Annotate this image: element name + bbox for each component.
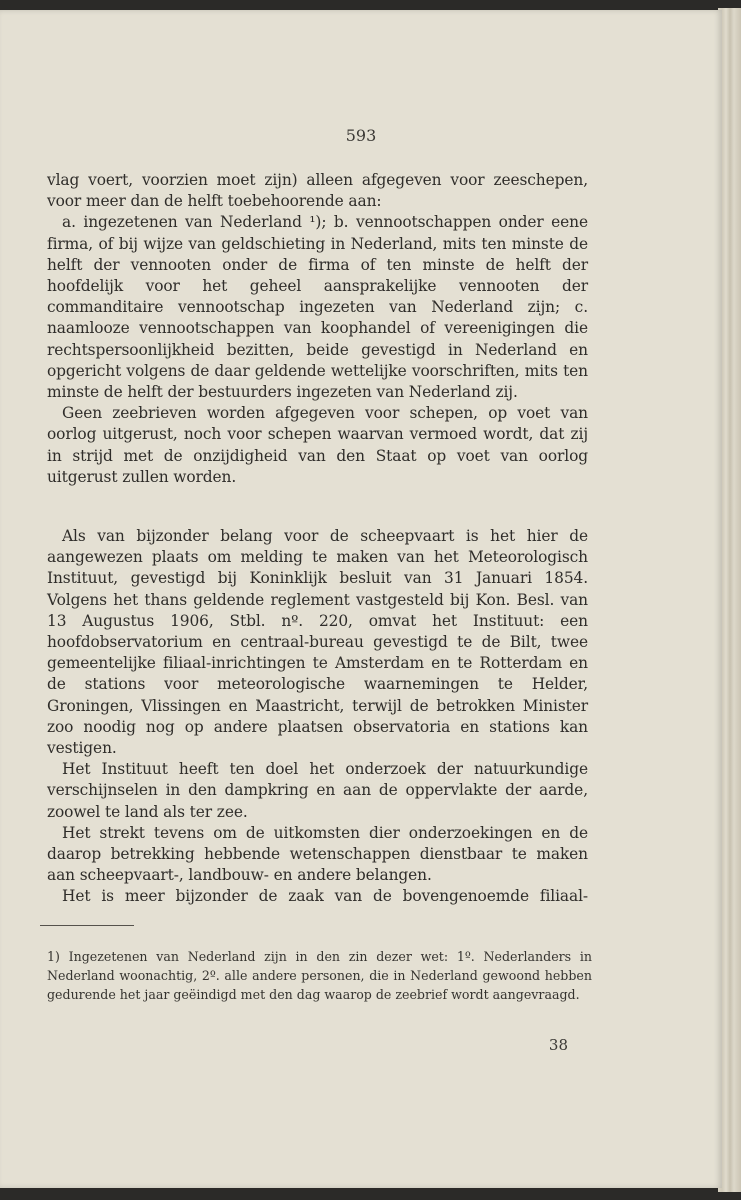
signature-mark: 38	[548, 1036, 568, 1054]
book-page	[0, 10, 722, 1188]
footnote-divider	[40, 925, 134, 926]
footnote	[47, 947, 592, 1005]
page-number: 593	[345, 126, 377, 145]
paragraph: vlag voert, voorzien moet zijn) alleen afgegeven voor zeeschepen, voor meer dan de helft toebehoorende aan:	[47, 171, 588, 211]
paragraph: Het Instituut heeft ten doel het onderzoek der natuurkundige verschijnselen in den dampkring en aan de oppervlakte der aarde, zoowel te land als ter zee.	[47, 760, 588, 821]
paragraph: Het is meer bijzonder de zaak van de bovengenoemde filiaal-	[62, 887, 588, 906]
paragraph: a. ingezetenen van Nederland ¹); b. vennootschappen onder eene firma, of bij wijze van geldschieting in Nederland, mits ten minste de helft der vennooten onder de firma of ten minste de helft der hoofdelijk voor het geheel aansprakelijke vennooten der commanditaire vennootschap ingezeten van Nederland zijn; c. naamlooze vennootschappen van koophandel of vereenigingen die rechtspersoonlijkheid bezitten, beide gevestigd in Nederland en opgericht volgens de daar geldende wettelijke voorschriften, mits ten minste de helft der bestuurders ingezeten van Nederland zij.	[47, 213, 588, 402]
paragraph: Geen zeebrieven worden afgegeven voor schepen, op voet van oorlog uitgerust, noch voor schepen waarvan vermoed wordt, dat zij in strijd met de onzijdigheid van den Staat op voet van oorlog uitgerust zullen worden.	[47, 404, 588, 486]
paragraph: Als van bijzonder belang voor de scheepvaart is het hier de aangewezen plaats om melding te maken van het Meteorologisch Instituut, gevestigd bij Koninklijk besluit van 31 Januari 1854. Volgens het thans geldende reglement vastgesteld bij Kon. Besl. van 13 Augustus 1906, Stbl. nº. 220, omvat het Instituut: een hoofdobservatorium en centraal-bureau gevestigd te de Bilt, twee gemeentelijke filiaal-inrichtingen te Amsterdam en te Rotterdam en de stations voor meteorologische waarnemingen te Helder, Groningen, Vlissingen en Maastricht, terwijl de betrokken Minister zoo noodig nog op andere plaatsen observatoria en stations kan vestigen.	[47, 527, 588, 758]
paragraph: Het strekt tevens om de uitkomsten dier onderzoekingen en de daarop betrekking hebbende wetenschappen dienstbaar te maken aan scheepvaart-, landbouw- en andere belangen.	[47, 823, 588, 885]
footnote-text: 1) Ingezetenen van Nederland zijn in den zin dezer wet: 1º. Nederlanders in Nederland woonachtig, 2º. alle andere personen, die in Nederland gewoond hebben gedurende het jaar geëindigd met den dag waarop de zeebrief wordt aangevraagd.	[47, 949, 592, 1003]
text-block-top	[47, 170, 588, 488]
text-block-bottom	[47, 526, 588, 908]
